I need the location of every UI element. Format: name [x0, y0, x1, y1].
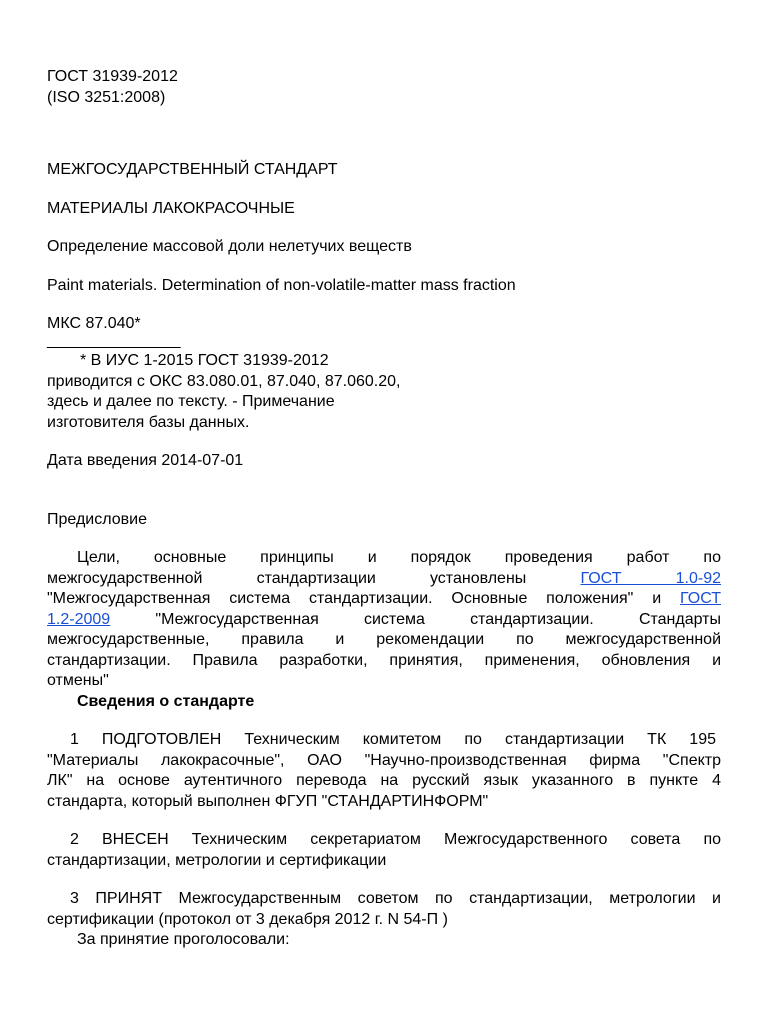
paragraph-line: Цели, основные принципы и порядок проведения работ по	[77, 549, 721, 566]
subtitle-ru: Определение массовой доли нелетучих веществ	[47, 238, 412, 255]
footnote	[47, 351, 721, 433]
gost-number: ГОСТ 31939-2012	[47, 68, 178, 85]
paragraph-line	[47, 589, 721, 610]
footnote-rule: _______________	[47, 331, 181, 349]
footnote-line: приводится с ОКС 83.080.01, 87.040, 87.060.20,	[47, 372, 401, 390]
paragraph-line: стандартизации, метрологии и сертификации	[47, 851, 387, 869]
paragraph-line: межгосударственные, правила и рекомендации по межгосударственной	[47, 631, 721, 648]
title-ru: МАТЕРИАЛЫ ЛАКОКРАСОЧНЫЕ	[47, 199, 295, 217]
iso-number: (ISO 3251:2008)	[47, 88, 166, 106]
gost-1-2-2009-link[interactable]: ГОСТ	[679, 590, 721, 607]
paragraph-line	[47, 610, 721, 631]
document-page	[47, 67, 721, 951]
info-item-1	[47, 730, 721, 812]
info-item-2	[47, 830, 721, 871]
standard-type: МЕЖГОСУДАРСТВЕННЫЙ СТАНДАРТ	[47, 161, 338, 178]
footnote-line: здесь и далее по тексту. - Примечание	[47, 393, 335, 410]
paragraph-line: отмены"	[47, 672, 109, 689]
paragraph-text: "Межгосударственная система стандартизации. Стандарты	[155, 610, 721, 628]
paragraph-text: межгосударственной стандартизации установлены	[47, 569, 527, 587]
date-of-introduction: Дата введения 2014-07-01	[47, 452, 244, 469]
gost-1-0-92-link[interactable]: ГОСТ 1.0-92	[580, 569, 722, 587]
paragraph-line	[47, 569, 721, 590]
paragraph-line: сертификации (протокол от 3 декабря 2012 г. N 54-П )	[47, 910, 448, 928]
paragraph-line: За принятие проголосовали:	[77, 931, 290, 948]
title-en: Paint materials. Determination of non-volatile-matter mass fraction	[47, 276, 516, 294]
paragraph-line: 2 ВНЕСЕН Техническим секретариатом Межгосударственного совета по	[70, 831, 721, 848]
paragraph-line: "Материалы лакокрасочные", ОАО "Научно-производственная фирма "Спектр	[47, 751, 721, 769]
standard-info-heading: Сведения о стандарте	[77, 692, 255, 710]
info-item-3	[47, 889, 721, 951]
paragraph-line: 1 ПОДГОТОВЛЕН Техническим комитетом по стандартизации ТК 195	[70, 731, 716, 748]
foreword-paragraph	[47, 548, 721, 692]
foreword-heading: Предисловие	[47, 510, 147, 528]
paragraph-text: "Межгосударственная система стандартизации. Основные положения" и	[47, 590, 662, 607]
paragraph-line: ЛК" на основе аутентичного перевода на русский язык указанного в пункте 4	[47, 772, 721, 789]
mks-code: МКС 87.040*	[47, 315, 141, 332]
paragraph-line: стандарта, который выполнен ФГУП "СТАНДАРТИНФОРМ"	[47, 792, 489, 810]
footnote-line: изготовителя базы данных.	[47, 413, 250, 431]
footnote-line: * В ИУС 1-2015 ГОСТ 31939-2012	[80, 352, 329, 369]
gost-1-2-2009-link-cont[interactable]: 1.2-2009	[47, 610, 111, 628]
paragraph-line: стандартизации. Правила разработки, принятия, применения, обновления и	[47, 651, 721, 669]
paragraph-line: 3 ПРИНЯТ Межгосударственным советом по стандартизации, метрологии и	[70, 890, 721, 907]
